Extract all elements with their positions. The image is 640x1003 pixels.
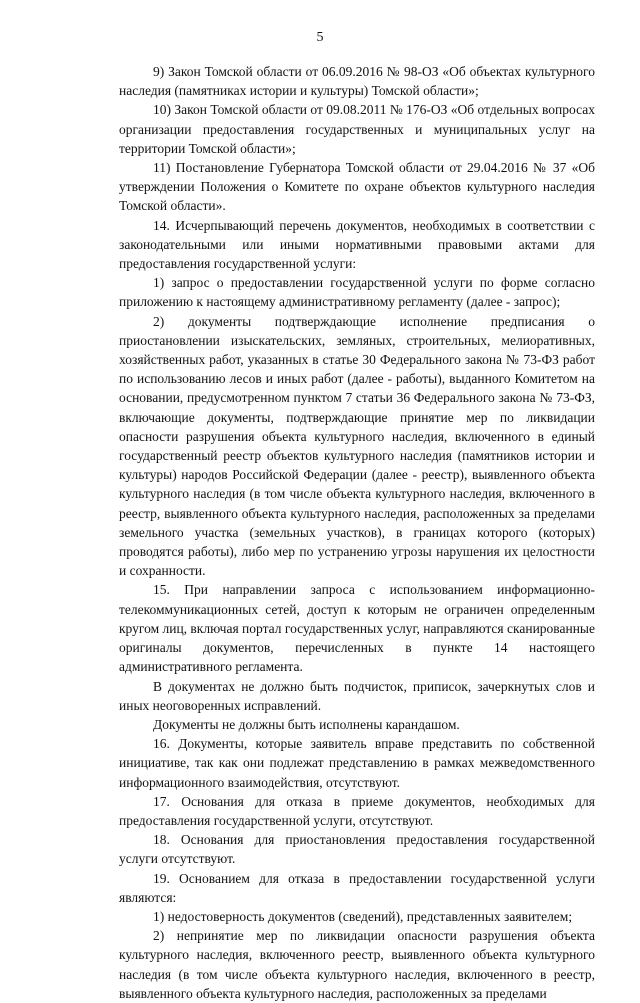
paragraph: 2) непринятие мер по ликвидации опасности разрушения объекта культурного наследия, включенного реестр, выявленного объекта культурного наследия (в том числе объекта культурного наследия, включенного в реестр, выявленного объекта культурного наследия, расположенных за пределами: [119, 928, 595, 1001]
paragraph: 19. Основанием для отказа в предоставлении государственной услуги являются:: [119, 870, 595, 905]
paragraph: 9) Закон Томской области от 06.09.2016 № 98-ОЗ «Об объектах культурного наследия (памятниках истории и культуры) Томской области»;: [119, 64, 595, 99]
page-number: 5: [316, 30, 324, 45]
paragraph: 1) запрос о предоставлении государственной услуги по форме согласно приложению к настоящему административному регламенту (далее - запрос);: [119, 275, 595, 310]
document-body: [119, 62, 595, 1003]
paragraph: 17. Основания для отказа в приеме документов, необходимых для предоставления государственной услуги, отсутствуют.: [119, 793, 595, 828]
paragraph: 11) Постановление Губернатора Томской области от 29.04.2016 № 37 «Об утверждении Положения о Комитете по охране объектов культурного наследия Томской области».: [119, 160, 595, 214]
paragraph: 16. Документы, которые заявитель вправе представить по собственной инициативе, так как они подлежат представлению в рамках межведомственного информационного взаимодействия, отсутствуют.: [119, 736, 595, 790]
paragraph: В документах не должно быть подчисток, приписок, зачеркнутых слов и иных неоговоренных исправлений.: [119, 678, 595, 713]
paragraph: 18. Основания для приостановления предоставления государственной услуги отсутствуют.: [119, 832, 595, 867]
paragraph: Документы не должны быть исполнены карандашом.: [153, 716, 460, 732]
paragraph: 10) Закон Томской области от 09.08.2011 № 176-ОЗ «Об отдельных вопросах организации предоставления государственных и муниципальных услуг на территории Томской области»;: [119, 102, 595, 156]
paragraph: 15. При направлении запроса с использованием информационно-телекоммуникационных сетей, доступ к которым не ограничен определенным кругом лиц, включая портал государственных услуг, направляются сканированные оригиналы документов, перечисленных в пункте 14 настоящего административного регламента.: [119, 582, 595, 675]
paragraph: 2) документы подтверждающие исполнение предписания о приостановлении изыскательских, земляных, строительных, мелиоративных, хозяйственных работ, указанных в статье 30 Федерального закона № 73-ФЗ работ по использованию лесов и иных работ (далее - работы), выданного Комитетом на основании, предусмотренном пунктом 7 статьи 36 Федерального закона № 73-ФЗ, включающие документы, подтверждающие принятие мер по ликвидации опасности разрушения объекта культурного наследия, включенного в единый государственный реестр объектов культурного наследия (памятников истории и культуры) народов Российской Федерации (далее - реестр), выявленного объекта культурного наследия (в том числе объекта культурного наследия, включенного в реестр, выявленного объекта культурного наследия, расположенных за пределами земельного участка (земельных участков), в границах которого (которых) проводятся работы), либо мер по устранению угрозы нарушения их целостности и сохранности.: [119, 313, 595, 579]
paragraph: 1) недостоверность документов (сведений), представленных заявителем;: [153, 908, 573, 924]
paragraph: 14. Исчерпывающий перечень документов, необходимых в соответствии с законодательными или иными нормативными правовыми актами для предоставления государственной услуги:: [119, 217, 595, 272]
